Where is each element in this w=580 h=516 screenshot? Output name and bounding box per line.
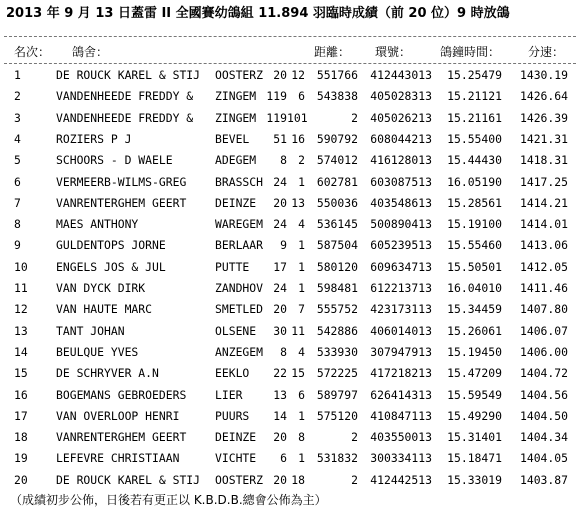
cell-speed: 1421.31 xyxy=(519,131,568,146)
cell-b: 1 xyxy=(298,259,305,274)
cell-ring: 626414313 xyxy=(370,387,432,402)
header-ring: 環號： xyxy=(375,45,412,59)
cell-distance: 542886 xyxy=(316,323,358,338)
cell-b: 15 xyxy=(291,366,305,381)
cell-time: 15.59549 xyxy=(447,387,502,402)
table-row xyxy=(0,107,580,129)
cell-city: BEVEL xyxy=(215,131,250,146)
table-row xyxy=(0,277,580,299)
header-distance: 距離： xyxy=(314,45,351,59)
cell-rank: 6 xyxy=(14,174,21,189)
cell-a: 20 xyxy=(273,430,287,445)
cell-speed: 1413.06 xyxy=(519,238,568,253)
cell-speed: 1414.21 xyxy=(519,195,568,210)
cell-owner: VAN OVERLOOP HENRI xyxy=(56,408,180,423)
cell-distance: 2 xyxy=(351,472,358,487)
cell-a: 51 xyxy=(273,131,287,146)
cell-city: ANZEGEM xyxy=(215,344,264,359)
cell-ring: 405026213 xyxy=(370,110,432,125)
cell-distance: 543838 xyxy=(316,89,358,104)
cell-time: 15.28561 xyxy=(447,195,502,210)
table-row xyxy=(0,320,580,342)
table-row xyxy=(0,149,580,171)
cell-owner: VANRENTERGHEM GEERT xyxy=(56,195,187,210)
cell-owner: ROZIERS P J xyxy=(56,131,132,146)
header-rank: 名次： xyxy=(14,45,51,59)
cell-b: 1 xyxy=(298,451,305,466)
cell-speed: 1430.19 xyxy=(519,68,568,82)
cell-owner: SCHOORS - D WAELE xyxy=(56,153,173,168)
cell-time: 15.26061 xyxy=(447,323,502,338)
cell-b: 13 xyxy=(291,195,305,210)
cell-city: PUTTE xyxy=(215,259,250,274)
cell-a: 24 xyxy=(273,217,287,232)
table-row xyxy=(0,234,580,256)
page-title: 2013 年 9 月 13 日蓋雷 II 全國賽幼鴿組 11.894 羽臨時成績（前 20 位）9 時放鴿 xyxy=(6,6,510,21)
cell-b: 101 xyxy=(287,110,308,125)
footer-note: （成績初步公佈，日後若有更正以 K.B.D.B.總會公佈為主） xyxy=(10,493,327,507)
cell-city: WAREGEM xyxy=(215,217,264,232)
cell-owner: VAN HAUTE MARC xyxy=(56,302,153,317)
cell-distance: 575120 xyxy=(316,408,358,423)
cell-b: 16 xyxy=(291,131,305,146)
cell-ring: 500890413 xyxy=(370,217,432,232)
cell-b: 2 xyxy=(298,153,305,168)
cell-city: ADEGEM xyxy=(215,153,257,168)
cell-speed: 1412.05 xyxy=(519,259,568,274)
cell-time: 15.25479 xyxy=(447,68,502,82)
header-owner: 鴿舍： xyxy=(72,45,109,59)
cell-rank: 19 xyxy=(14,451,28,466)
table-row xyxy=(0,192,580,214)
table-row xyxy=(0,213,580,235)
cell-owner: GULDENTOPS JORNE xyxy=(56,238,166,253)
cell-speed: 1417.25 xyxy=(519,174,568,189)
cell-distance: 580120 xyxy=(316,259,358,274)
cell-rank: 12 xyxy=(14,302,28,317)
cell-speed: 1406.07 xyxy=(519,323,568,338)
cell-city: LIER xyxy=(215,387,243,402)
cell-ring: 423173113 xyxy=(370,302,432,317)
cell-distance: 587504 xyxy=(316,238,358,253)
table-row xyxy=(0,426,580,448)
cell-a: 119 xyxy=(266,110,287,125)
cell-distance: 574012 xyxy=(316,153,358,168)
cell-rank: 5 xyxy=(14,153,21,168)
cell-city: DEINZE xyxy=(215,195,257,210)
cell-owner: VANDENHEEDE FREDDY & xyxy=(56,110,194,125)
cell-city: SMETLED xyxy=(215,302,264,317)
cell-a: 6 xyxy=(280,451,287,466)
cell-city: BRASSCH xyxy=(215,174,264,189)
cell-owner: VAN DYCK DIRK xyxy=(56,281,146,295)
top-divider xyxy=(4,36,576,37)
cell-b: 8 xyxy=(298,430,305,445)
cell-speed: 1414.01 xyxy=(519,217,568,232)
table-row xyxy=(0,405,580,427)
cell-a: 20 xyxy=(273,195,287,210)
cell-speed: 1404.56 xyxy=(519,387,568,402)
cell-owner: VERMEERB-WILMS-GREG xyxy=(56,174,187,189)
table-row xyxy=(0,469,580,491)
table-row xyxy=(0,362,580,384)
cell-a: 20 xyxy=(273,302,287,317)
cell-speed: 1404.50 xyxy=(519,408,568,423)
cell-b: 6 xyxy=(298,387,305,402)
cell-ring: 605239513 xyxy=(370,238,432,253)
cell-owner: TANT JOHAN xyxy=(56,323,125,338)
cell-distance: 555752 xyxy=(316,302,358,317)
cell-a: 20 xyxy=(273,68,287,82)
cell-rank: 13 xyxy=(14,323,28,338)
table-row xyxy=(0,256,580,278)
cell-distance: 531832 xyxy=(316,451,358,466)
cell-rank: 4 xyxy=(14,131,21,146)
cell-speed: 1404.72 xyxy=(519,366,568,381)
cell-a: 119 xyxy=(266,89,287,104)
cell-b: 18 xyxy=(291,472,305,487)
cell-b: 12 xyxy=(291,68,305,82)
cell-time: 15.55460 xyxy=(447,238,502,253)
cell-owner: VANDENHEEDE FREDDY & xyxy=(56,89,194,104)
cell-b: 7 xyxy=(298,302,305,317)
cell-ring: 403550013 xyxy=(370,430,432,445)
cell-rank: 11 xyxy=(14,281,28,295)
cell-a: 8 xyxy=(280,153,287,168)
cell-time: 15.31401 xyxy=(447,430,502,445)
table-row xyxy=(0,64,580,86)
table-row xyxy=(0,384,580,406)
cell-distance: 602781 xyxy=(316,174,358,189)
cell-ring: 416128013 xyxy=(370,153,432,168)
cell-owner: DE ROUCK KAREL & STIJ xyxy=(56,472,201,487)
table-row xyxy=(0,447,580,469)
header-time: 鴿鐘時間： xyxy=(440,45,501,59)
cell-b: 6 xyxy=(298,89,305,104)
cell-ring: 405028313 xyxy=(370,89,432,104)
cell-owner: DE SCHRYVER A.N xyxy=(56,366,159,381)
cell-rank: 2 xyxy=(14,89,21,104)
cell-city: ZINGEM xyxy=(215,89,257,104)
cell-owner: MAES ANTHONY xyxy=(56,217,139,232)
cell-ring: 417218213 xyxy=(370,366,432,381)
cell-a: 20 xyxy=(273,472,287,487)
cell-b: 1 xyxy=(298,174,305,189)
cell-rank: 14 xyxy=(14,344,28,359)
cell-a: 17 xyxy=(273,259,287,274)
cell-speed: 1407.80 xyxy=(519,302,568,317)
cell-city: ZINGEM xyxy=(215,110,257,125)
cell-rank: 10 xyxy=(14,259,28,274)
cell-owner: ENGELS JOS & JUL xyxy=(56,259,166,274)
cell-time: 15.33019 xyxy=(447,472,502,487)
cell-ring: 609634713 xyxy=(370,259,432,274)
cell-a: 22 xyxy=(273,366,287,381)
cell-time: 15.18471 xyxy=(447,451,502,466)
cell-ring: 403548613 xyxy=(370,195,432,210)
cell-ring: 612213713 xyxy=(370,281,432,295)
cell-time: 16.05190 xyxy=(447,174,502,189)
cell-city: OOSTERZ xyxy=(215,68,264,82)
cell-ring: 608044213 xyxy=(370,131,432,146)
table-row xyxy=(0,341,580,363)
cell-ring: 307947913 xyxy=(370,344,432,359)
cell-city: DEINZE xyxy=(215,430,257,445)
cell-b: 4 xyxy=(298,344,305,359)
cell-rank: 16 xyxy=(14,387,28,402)
cell-owner: LEFEVRE CHRISTIAAN xyxy=(56,451,180,466)
cell-ring: 300334113 xyxy=(370,451,432,466)
cell-distance: 533930 xyxy=(316,344,358,359)
cell-time: 16.04010 xyxy=(447,281,502,295)
cell-b: 1 xyxy=(298,408,305,423)
cell-rank: 18 xyxy=(14,430,28,445)
cell-city: BERLAAR xyxy=(215,238,264,253)
cell-speed: 1404.05 xyxy=(519,451,568,466)
cell-time: 15.55400 xyxy=(447,131,502,146)
cell-distance: 590792 xyxy=(316,131,358,146)
cell-city: PUURS xyxy=(215,408,250,423)
header-speed: 分速： xyxy=(528,45,565,59)
cell-rank: 20 xyxy=(14,472,28,487)
cell-a: 24 xyxy=(273,174,287,189)
cell-ring: 406014013 xyxy=(370,323,432,338)
cell-distance: 2 xyxy=(351,110,358,125)
cell-city: OOSTERZ xyxy=(215,472,264,487)
cell-speed: 1406.00 xyxy=(519,344,568,359)
table-row xyxy=(0,85,580,107)
cell-rank: 17 xyxy=(14,408,28,423)
cell-rank: 15 xyxy=(14,366,28,381)
table-row xyxy=(0,128,580,150)
cell-rank: 3 xyxy=(14,110,21,125)
cell-b: 1 xyxy=(298,238,305,253)
cell-ring: 412443013 xyxy=(370,68,432,82)
cell-time: 15.50501 xyxy=(447,259,502,274)
cell-distance: 536145 xyxy=(316,217,358,232)
cell-a: 13 xyxy=(273,387,287,402)
cell-rank: 7 xyxy=(14,195,21,210)
cell-city: EEKLO xyxy=(215,366,250,381)
table-row xyxy=(0,298,580,320)
cell-time: 15.47209 xyxy=(447,366,502,381)
cell-distance: 589797 xyxy=(316,387,358,402)
cell-b: 11 xyxy=(291,323,305,338)
cell-a: 30 xyxy=(273,323,287,338)
cell-time: 15.44430 xyxy=(447,153,502,168)
cell-speed: 1418.31 xyxy=(519,153,568,168)
cell-rank: 9 xyxy=(14,238,21,253)
cell-b: 4 xyxy=(298,217,305,232)
cell-distance: 598481 xyxy=(316,281,358,295)
table-row xyxy=(0,171,580,193)
cell-owner: VANRENTERGHEM GEERT xyxy=(56,430,187,445)
cell-owner: BOGEMANS GEBROEDERS xyxy=(56,387,187,402)
cell-city: ZANDHOV xyxy=(215,281,264,295)
cell-time: 15.49290 xyxy=(447,408,502,423)
cell-rank: 8 xyxy=(14,217,21,232)
cell-time: 15.19450 xyxy=(447,344,502,359)
cell-speed: 1404.34 xyxy=(519,430,568,445)
cell-ring: 412442513 xyxy=(370,472,432,487)
cell-time: 15.21121 xyxy=(447,89,502,104)
cell-city: VICHTE xyxy=(215,451,257,466)
cell-b: 1 xyxy=(298,281,305,295)
cell-city: OLSENE xyxy=(215,323,257,338)
cell-owner: DE ROUCK KAREL & STIJ xyxy=(56,68,201,82)
cell-ring: 410847113 xyxy=(370,408,432,423)
cell-speed: 1403.87 xyxy=(519,472,568,487)
cell-a: 9 xyxy=(280,238,287,253)
cell-distance: 550036 xyxy=(316,195,358,210)
cell-a: 24 xyxy=(273,281,287,295)
cell-rank: 1 xyxy=(14,68,21,82)
cell-distance: 551766 xyxy=(316,68,358,82)
cell-time: 15.21161 xyxy=(447,110,502,125)
cell-a: 14 xyxy=(273,408,287,423)
cell-distance: 2 xyxy=(351,430,358,445)
cell-speed: 1426.39 xyxy=(519,110,568,125)
cell-speed: 1426.64 xyxy=(519,89,568,104)
cell-ring: 603087513 xyxy=(370,174,432,189)
cell-time: 15.19100 xyxy=(447,217,502,232)
cell-time: 15.34459 xyxy=(447,302,502,317)
cell-a: 8 xyxy=(280,344,287,359)
cell-speed: 1411.46 xyxy=(519,281,568,295)
cell-distance: 572225 xyxy=(316,366,358,381)
cell-owner: BEULQUE YVES xyxy=(56,344,139,359)
